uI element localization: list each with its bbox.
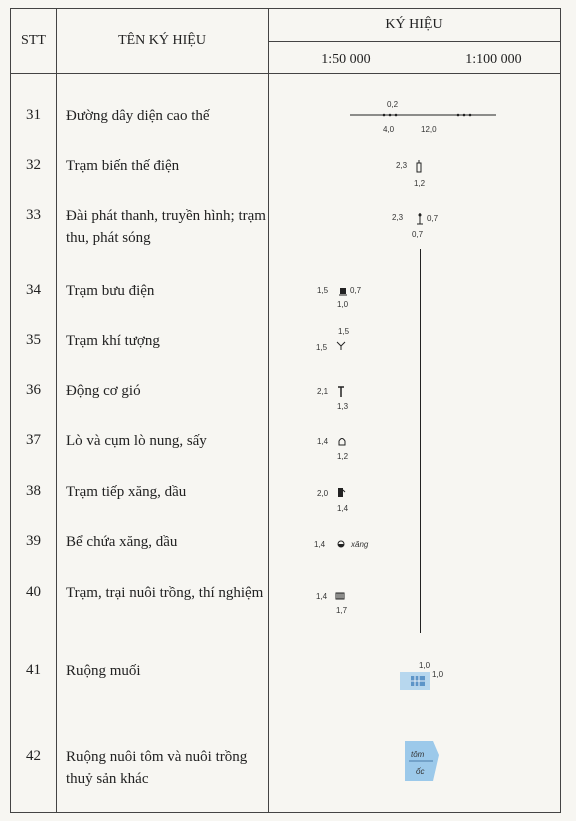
row-name: Đài phát thanh, truyền hình; trạm thu, phát sóng — [66, 208, 266, 246]
dim-label: 12,0 — [421, 125, 437, 134]
transformer-station-icon — [415, 160, 423, 174]
fuel-tank-icon — [336, 539, 346, 549]
dim-label: 0,7 — [350, 286, 362, 295]
dim-label: 2,0 — [317, 489, 329, 498]
row-number: 32 — [26, 157, 41, 173]
column-divider — [268, 9, 269, 812]
column-divider — [56, 9, 57, 812]
dim-label: 1,5 — [317, 286, 329, 295]
header-name: TÊN KÝ HIỆU — [118, 33, 206, 48]
dim-label: 1,4 — [317, 437, 329, 446]
shrimp-label: tôm — [411, 750, 425, 759]
post-office-icon — [338, 285, 348, 297]
row-number: 38 — [26, 483, 41, 499]
header-scale-100000: 1:100 000 — [465, 52, 522, 67]
header-stt: STT — [21, 33, 46, 48]
broadcast-tower-icon — [415, 211, 425, 225]
row-name: Trạm bưu điện — [66, 283, 155, 299]
header-scale-50000: 1:50 000 — [321, 52, 371, 67]
dim-label: 1,0 — [419, 661, 431, 670]
row-number: 39 — [26, 533, 41, 549]
dim-label: 2,3 — [396, 161, 408, 170]
row-number: 34 — [26, 282, 41, 298]
row-name: Trạm khí tượng — [66, 333, 160, 349]
row-name: Trạm biến thế điện — [66, 158, 180, 174]
row-name: Ruộng muối — [66, 663, 141, 679]
dim-label: 1,5 — [316, 343, 328, 352]
row-number: 37 — [26, 432, 41, 448]
symbol-table — [10, 8, 561, 813]
dim-label: 1,4 — [337, 504, 349, 513]
row-name: Trạm, trại nuôi trồng, thí nghiệm — [66, 585, 264, 601]
farm-station-icon — [334, 590, 346, 602]
row-number: 36 — [26, 382, 41, 398]
dim-label: 1,5 — [338, 327, 350, 336]
dim-label: 1,0 — [337, 300, 349, 309]
dim-label: 1,7 — [336, 606, 348, 615]
header-symbol: KÝ HIỆU — [385, 17, 443, 32]
dim-label: 2,1 — [317, 387, 329, 396]
snail-label: ốc — [416, 767, 425, 776]
dim-label: 1,2 — [337, 452, 349, 461]
row-number: 35 — [26, 332, 41, 348]
row-name: Đường dây diện cao thế — [66, 108, 210, 124]
row-number: 42 — [26, 748, 41, 764]
row-number: 31 — [26, 107, 41, 123]
dim-label: 1,4 — [314, 540, 326, 549]
dim-label: 1,2 — [414, 179, 426, 188]
kiln-icon — [337, 435, 347, 447]
dim-label: 0,7 — [427, 214, 439, 223]
fuel-pump-icon — [336, 486, 346, 499]
fuel-label: xăng — [351, 540, 369, 549]
dim-label: 1,4 — [316, 592, 328, 601]
dim-label: 4,0 — [383, 125, 395, 134]
row-name: Trạm tiếp xăng, dầu — [66, 484, 187, 500]
row-name: Bể chứa xăng, dầu — [66, 534, 178, 550]
row-name: Lò và cụm lò nung, sấy — [66, 433, 207, 449]
header-divider — [268, 41, 560, 42]
weather-station-icon — [335, 339, 347, 351]
row-number: 33 — [26, 207, 41, 223]
dim-label: 1,0 — [432, 670, 444, 679]
header-bottom-rule — [11, 73, 560, 74]
row-number: 40 — [26, 584, 41, 600]
dim-label: 0,2 — [387, 100, 399, 109]
dim-label: 0,7 — [412, 230, 424, 239]
wind-turbine-icon — [336, 385, 346, 399]
dim-label: 2,3 — [392, 213, 404, 222]
salt-field-icon — [399, 667, 433, 693]
row-number: 41 — [26, 662, 41, 678]
dim-label: 1,3 — [337, 402, 349, 411]
row-name: Động cơ gió — [66, 383, 141, 399]
aquaculture-field-icon — [403, 739, 443, 783]
row-name: Ruộng nuôi tôm và nuôi trồng thuỷ sản khác — [66, 749, 248, 787]
scale-divider-line — [420, 249, 421, 633]
